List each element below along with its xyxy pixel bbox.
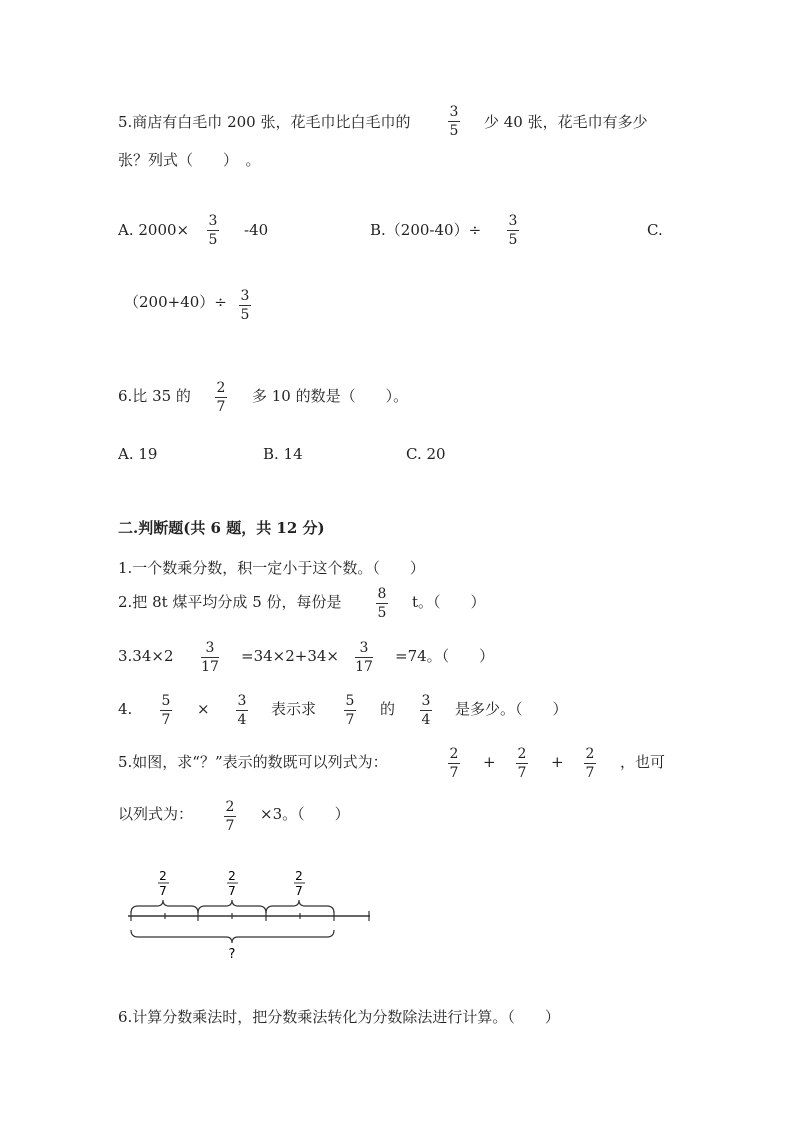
bottom-brace-label: ? (228, 947, 236, 962)
judge-q4-prefix: 4. (118, 700, 133, 718)
judge-q5-fraction-1 (448, 746, 460, 781)
fraction-numerator: 2 (449, 746, 459, 762)
q5-option-c-fraction (239, 288, 251, 323)
fraction-numerator: 3 (240, 288, 250, 304)
q5-option-b-fraction (507, 213, 519, 248)
fraction-numerator: 3 (449, 104, 459, 120)
fraction-denominator: 7 (449, 765, 459, 781)
judge-q3-fraction-1 (201, 640, 219, 675)
fraction-numerator: 2 (585, 746, 595, 762)
fraction-numerator: 3 (208, 213, 218, 229)
q6-option-b: B. 14 (263, 445, 303, 463)
judge-q2-prefix: 2.把 8t 煤平均分成 5 份，每份是 (118, 593, 342, 611)
q6-fraction (215, 380, 227, 415)
top-braces (131, 900, 334, 913)
fraction-numerator: 3 (359, 640, 369, 656)
judge-q5-line2-prefix: 以列式为： (118, 805, 194, 823)
judge-q5-plus-2: + (551, 753, 564, 771)
judge-q5-fraction-3 (584, 746, 596, 781)
svg-text:7: 7 (159, 884, 167, 898)
judge-q2-suffix: t。（ ） (412, 593, 486, 611)
svg-text:2: 2 (159, 869, 167, 883)
brace-label-3 (294, 869, 305, 898)
judge-q4-de: 的 (380, 700, 396, 718)
fraction-denominator: 5 (208, 232, 218, 248)
q5-option-c-prefix: （200+40）÷ (124, 293, 227, 311)
svg-text:2: 2 (295, 869, 303, 883)
svg-text:2: 2 (228, 869, 236, 883)
judge-q3-prefix: 3.34×2 (118, 647, 174, 665)
fraction-numerator: 3 (205, 640, 215, 656)
judge-q4-middle: 表示求 (271, 700, 317, 718)
fraction-denominator: 7 (161, 712, 171, 728)
judge-q4-suffix: 是多少。（ ） (455, 700, 568, 718)
judge-q4-fraction-3 (344, 693, 356, 728)
q5-option-b-prefix: B.（200-40）÷ (370, 221, 482, 239)
fraction-denominator: 7 (345, 712, 355, 728)
svg-text:7: 7 (228, 884, 236, 898)
fraction-denominator: 7 (216, 399, 226, 415)
judge-q5-prefix: 5.如图，求“？”表示的数既可以列式为： (118, 753, 388, 771)
judge-q4-fraction-1 (160, 693, 172, 728)
fraction-denominator: 7 (517, 765, 527, 781)
q5-line1-start: 5.商店有白毛巾 200 张，花毛巾比白毛巾的 (118, 113, 411, 131)
segment-diagram (0, 868, 794, 968)
judge-q5-plus-1: + (483, 753, 496, 771)
judge-q5-line2-suffix: ×3。（ ） (260, 805, 350, 823)
judge-q3-suffix: =74。（ ） (395, 647, 495, 665)
fraction-numerator: 5 (161, 693, 171, 709)
section-title: 二.判断题(共 6 题，共 12 分) (118, 519, 325, 537)
q6-suffix: 多 10 的数是（ ）。 (252, 387, 409, 405)
q5-fraction (448, 104, 460, 139)
fraction-denominator: 7 (225, 818, 235, 834)
judge-q3-fraction-2 (355, 640, 373, 675)
fraction-numerator: 2 (225, 799, 235, 815)
brace-label-1 (158, 869, 169, 898)
fraction-denominator: 5 (240, 307, 250, 323)
q5-line1-end: 少 40 张，花毛巾有多少 (484, 113, 648, 131)
fraction-denominator: 5 (449, 123, 459, 139)
judge-q3-middle: =34×2+34× (241, 647, 339, 665)
q6-option-c: C. 20 (406, 445, 446, 463)
fraction-numerator: 8 (377, 586, 387, 602)
q6-option-a: A. 19 (118, 445, 158, 463)
q6-prefix: 6.比 35 的 (118, 387, 191, 405)
judge-q6: 6.计算分数乘法时，把分数乘法转化为分数除法进行计算。（ ） (118, 1008, 560, 1026)
fraction-denominator: 17 (201, 659, 219, 675)
judge-q1: 1.一个数乘分数，积一定小于这个数。（ ） (118, 559, 425, 577)
fraction-denominator: 5 (508, 232, 518, 248)
fraction-denominator: 7 (585, 765, 595, 781)
judge-q5-fraction-2 (516, 746, 528, 781)
judge-q2-fraction (376, 586, 388, 621)
q5-option-a-suffix: -40 (244, 221, 269, 239)
fraction-numerator: 3 (237, 693, 247, 709)
fraction-denominator: 4 (421, 712, 431, 728)
svg-text:7: 7 (295, 884, 303, 898)
fraction-numerator: 3 (508, 213, 518, 229)
fraction-numerator: 5 (345, 693, 355, 709)
fraction-numerator: 2 (517, 746, 527, 762)
judge-q5-tail: ，也可 (620, 753, 666, 771)
judge-q4-times: × (197, 700, 210, 718)
q5-option-c-label: C. (647, 221, 663, 239)
fraction-denominator: 17 (355, 659, 373, 675)
fraction-numerator: 2 (216, 380, 226, 396)
q5-option-a-fraction (207, 213, 219, 248)
judge-q4-fraction-4 (420, 693, 432, 728)
judge-q4-fraction-2 (236, 693, 248, 728)
fraction-denominator: 4 (237, 712, 247, 728)
brace-label-2 (227, 869, 238, 898)
judge-q5-line2-fraction (224, 799, 236, 834)
q5-line2: 张？列式（ ） 。 (118, 151, 261, 169)
q5-option-a-prefix: A. 2000× (118, 221, 190, 239)
fraction-denominator: 5 (377, 605, 387, 621)
fraction-numerator: 3 (421, 693, 431, 709)
bottom-brace (131, 930, 334, 943)
